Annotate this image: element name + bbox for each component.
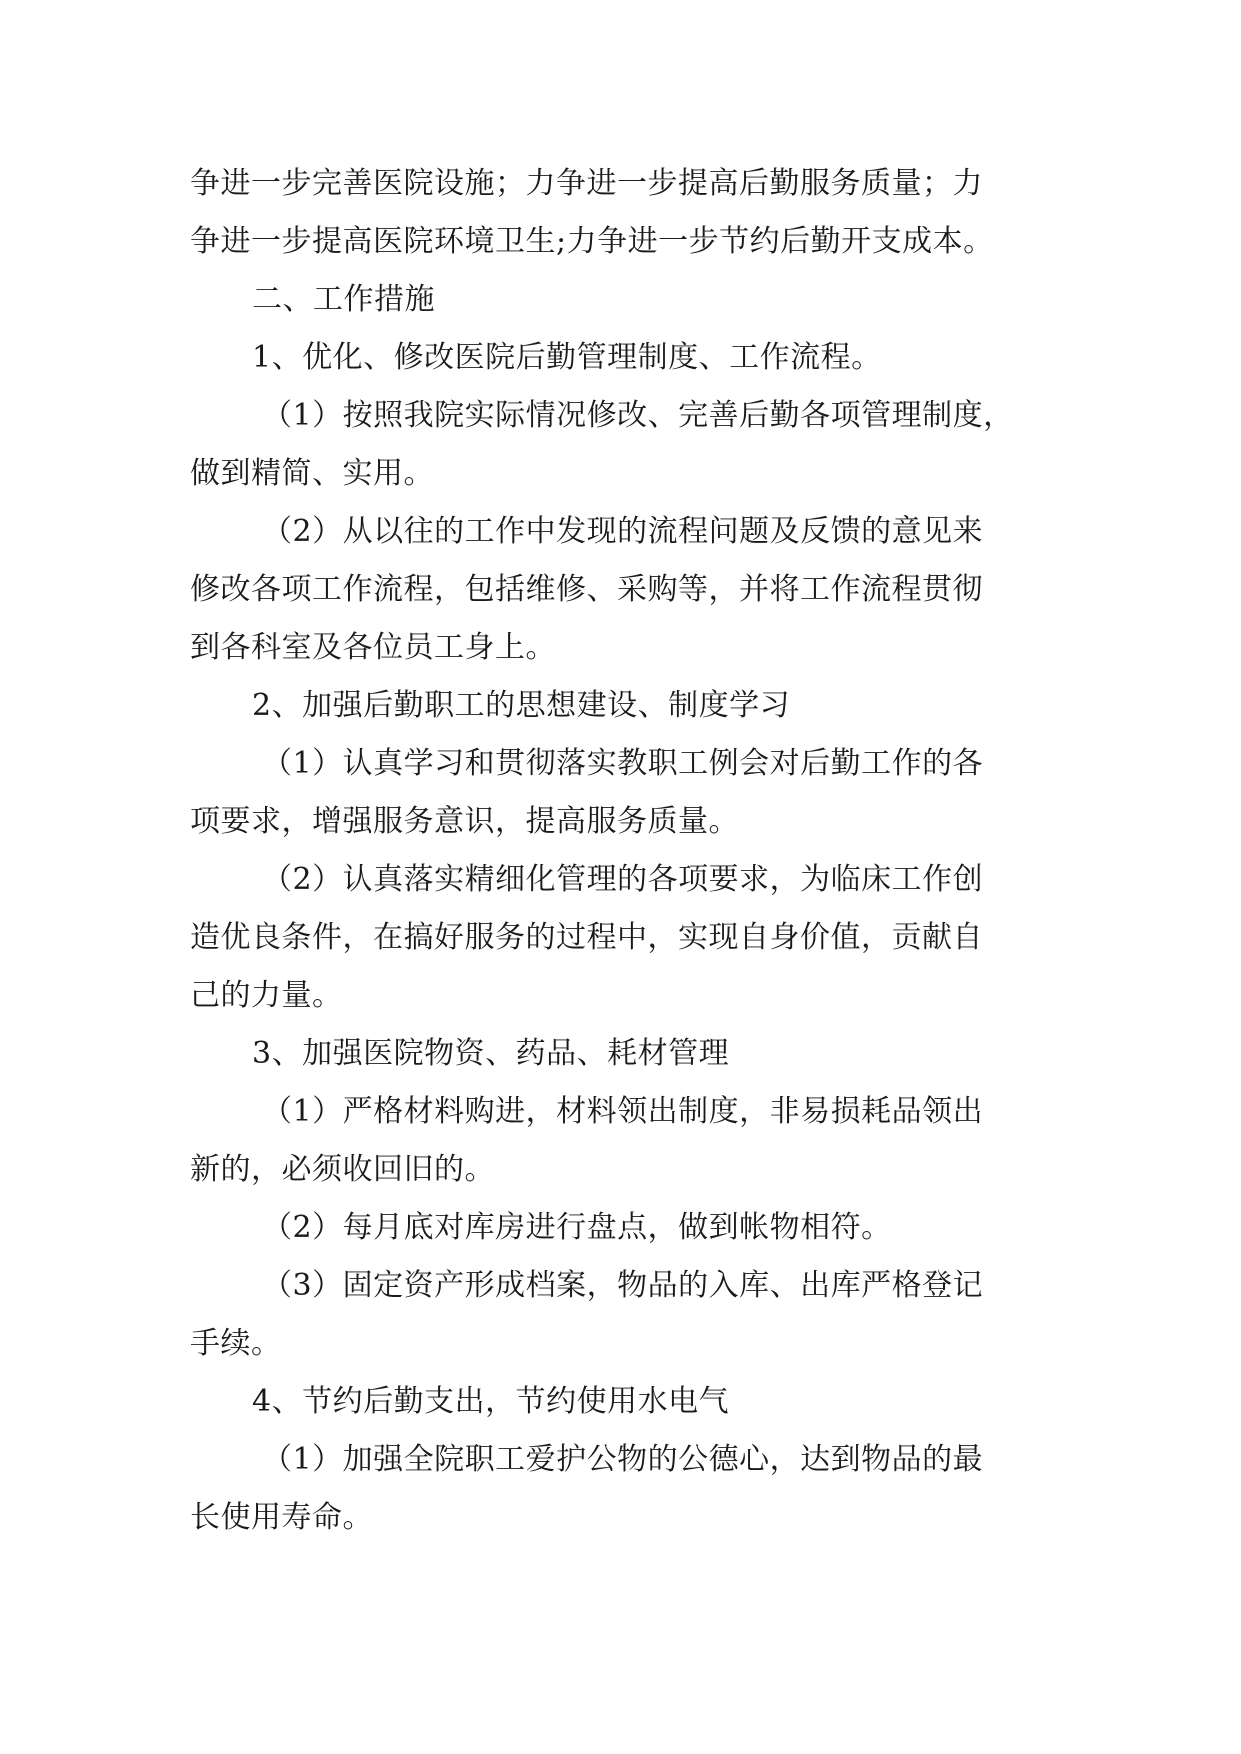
text-line: （2）每月底对库房进行盘点，做到帐物相符。 [262, 1210, 892, 1245]
text-line: 项要求，增强服务意识，提高服务质量。 [190, 804, 739, 839]
text-line: 长使用寿命。 [190, 1500, 373, 1535]
text-line: 争进一步完善医院设施；力争进一步提高后勤服务质量；力 [190, 166, 983, 201]
text-line: （1）认真学习和贯彻落实教职工例会对后勤工作的各 [262, 746, 984, 781]
text-line: 到各科室及各位员工身上。 [190, 630, 556, 665]
text-line: 争进一步提高医院环境卫生;力争进一步节约后勤开支成本。 [190, 224, 994, 259]
text-line: 修改各项工作流程，包括维修、采购等，并将工作流程贯彻 [190, 572, 983, 607]
text-line: （1）按照我院实际情况修改、完善后勤各项管理制度， [262, 398, 1014, 433]
text-line: 造优良条件，在搞好服务的过程中，实现自身价值，贡献自 [190, 920, 983, 955]
text-line: （1）严格材料购进，材料领出制度，非易损耗品领出 [262, 1094, 984, 1129]
text-line: 新的，必须收回旧的。 [190, 1152, 495, 1187]
text-line: 己的力量。 [190, 978, 343, 1013]
item-heading: 1、优化、修改医院后勤管理制度、工作流程。 [252, 340, 882, 375]
item-heading: 2、加强后勤职工的思想建设、制度学习 [252, 688, 791, 723]
section-heading: 二、工作措施 [252, 282, 435, 317]
item-heading: 3、加强医院物资、药品、耗材管理 [252, 1036, 730, 1071]
item-heading: 4、节约后勤支出，节约使用水电气 [252, 1384, 730, 1419]
text-line: （3）固定资产形成档案，物品的入库、出库严格登记 [262, 1268, 984, 1303]
text-line: （2）认真落实精细化管理的各项要求，为临床工作创 [262, 862, 984, 897]
text-line: 手续。 [190, 1326, 282, 1361]
text-line: 做到精简、实用。 [190, 456, 434, 491]
text-line: （2）从以往的工作中发现的流程问题及反馈的意见来 [262, 514, 984, 549]
text-line: （1）加强全院职工爱护公物的公德心，达到物品的最 [262, 1442, 984, 1477]
